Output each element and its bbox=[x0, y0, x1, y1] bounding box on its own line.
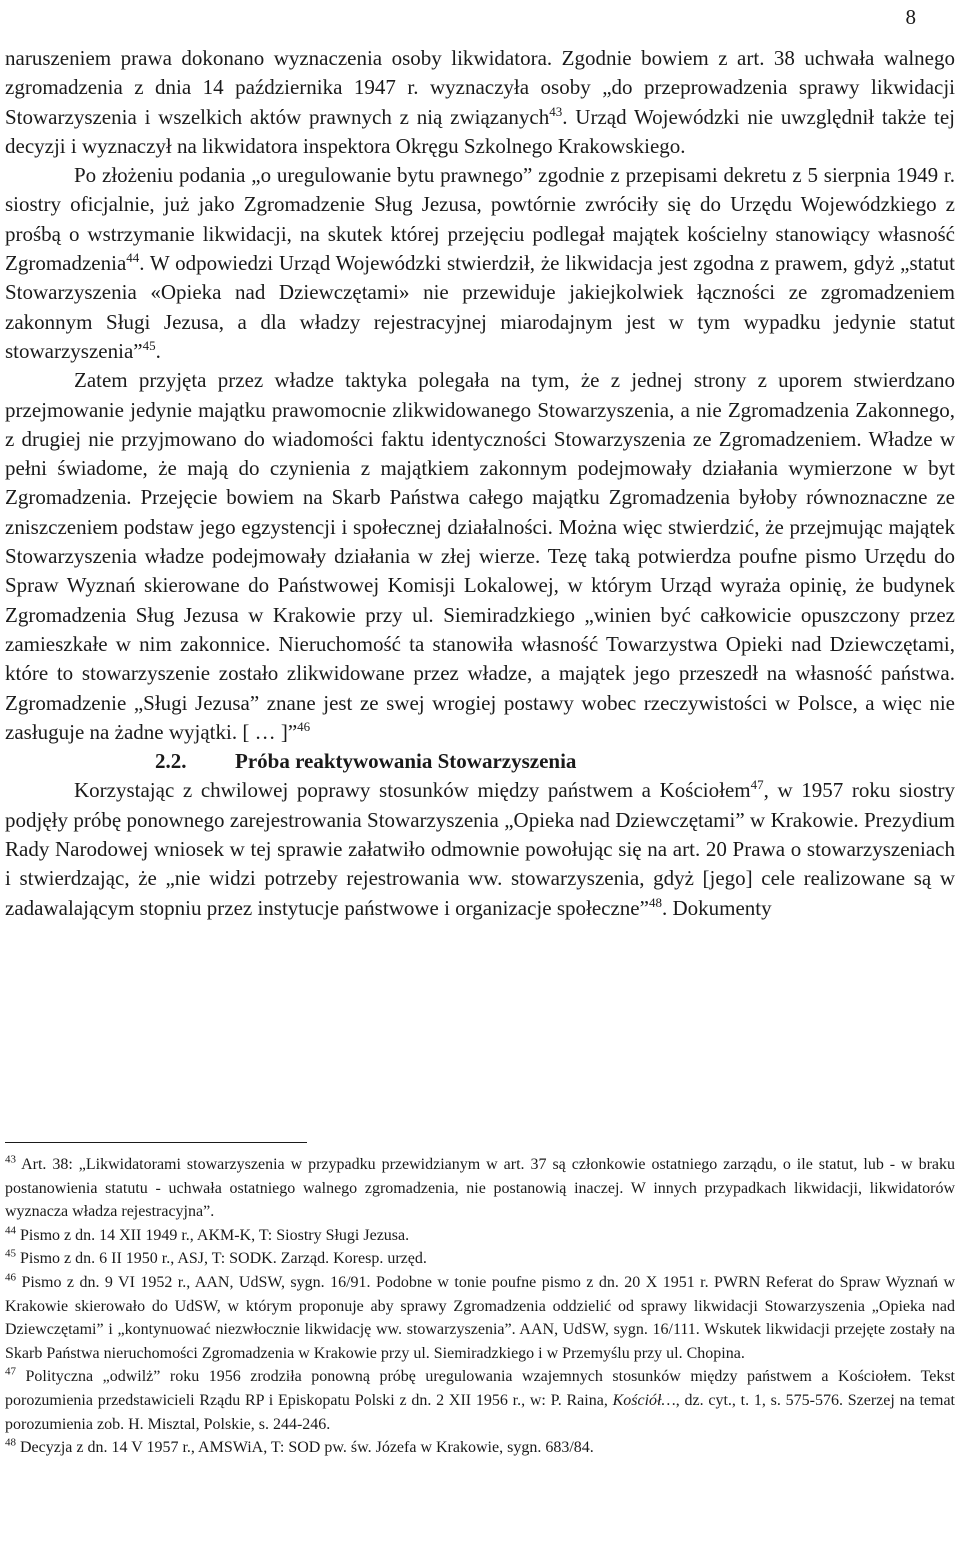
footnote-number: 46 bbox=[5, 1271, 16, 1284]
paragraph-1-tail: . Urząd Wojewódzki nie uwzględnił także tej decyzji i wyznaczył na likwidatora inspektora Okręgu Szkolnego Krakowskiego. bbox=[5, 104, 955, 158]
footnote-separator bbox=[5, 1142, 307, 1143]
paragraph-2-text-c: . bbox=[155, 338, 161, 363]
section-number: 2.2. bbox=[155, 749, 187, 774]
footnote-text: Pismo z dn. 14 XII 1949 r., AKM-K, T: Siostry Sługi Jezusa. bbox=[20, 1226, 410, 1244]
paragraph-4-text-a: Korzystając z chwilowej poprawy stosunków między państwem a Kościołem bbox=[74, 778, 751, 803]
paragraph-4 bbox=[5, 776, 955, 922]
footnote-ref-44: 44 bbox=[126, 250, 140, 266]
paragraph-3-text: Zatem przyjęta przez władze taktyka polegała na tym, że z jednej strony z uporem stwierdzano przejmowanie jedynie majątku prawomocnie zlikwidowanego Stowarzyszenia, a nie Zgromadzenia Zakonnego, z drugiej nie przyjmowano do wiadomości faktu identyczności Stowarzyszenia ze Zgromadzeniem. Władze w pełni świadome, że mają do czynienia z majątkiem zakonnym podejmowały działania wymierzone w byt Zgromadzenia. Przejęcie bowiem na Skarb Państwa całego majątku Zgromadzenia byłoby równoznaczne ze zniszczeniem podstaw jego egzystencji i społecznej działalności. Można więc stwierdzić, że przejmując majątek Stowarzyszenia władze podejmowały działania w złej wierze. Tezę taką potwierdza poufne pismo Urzędu do Spraw Wyznań skierowane do Państwowej Komisji Lokalowej, w którym Urząd wyraża opinię, że budynek Zgromadzenia Sług Jezusa w Krakowie przy ul. Siemiradzkiego „winien być całkowicie opuszczony przez zamieszkałe w nim zakonnice. Nieruchomość ta stanowiła własność Towarzystwa Opieki nad Dziewczętami, które to stowarzyszenie zostało zlikwidowane przez władze, a majątek jego przeszedł na własność państwa. Zgromadzenie „Sługi Jezusa” znane jest ze swej wrogiej postawy wobec rzeczywistości w Polsce, a więc nie zasługuje na żadne wyjątki. [ … ]” bbox=[5, 368, 955, 744]
paragraph-4-text-b: , w 1957 roku siostry podjęły próbę ponownego zarejestrowania Stowarzyszenia „Opieka nad Dziewczętami” w Krakowie. Prezydium Rady Narodowej wniosek w tej sprawie załatwiło odmownie powołując się na art. 20 Prawa o stowarzyszeniach i stwierdzając, że „nie widzi potrzeby rejestrowania ww. stowarzyszenia, gdyż [jego] cele realizowane są w zadawalającym stopniu przez instytucje państwowe i organizacje społeczne” bbox=[5, 778, 955, 920]
paragraph-3 bbox=[5, 366, 955, 747]
footnote-text: Pismo z dn. 9 VI 1952 r., AAN, UdSW, sygn. 16/91. Podobne w tonie poufne pismo z dn. 20 X 1951 r. PWRN Referat do Spraw Wyznań w Krakowie skierowało do UdSW, w którym proponuje aby sprawy Zgromadzenia oddzielić od sprawy likwidacji Stowarzyszenia „Opieka nad Dziewczętami” i „kontynuować niezwłocznie likwidację ww. stowarzyszenia”. AAN, UdSW, sygn. 16/111. Wskutek likwidacji przejęte zostały na Skarb Państwa nieruchomości Zgromadzenia w Krakowie przy ul. Siemiradzkiego i w Przemyślu przy ul. Chopina. bbox=[5, 1273, 956, 1362]
paragraph-4-text-c: . Dokumenty bbox=[661, 895, 772, 920]
footnote-text: Decyzja z dn. 14 V 1957 r., AMSWiA, T: SOD pw. św. Józefa w Krakowie, sygn. 683/84. bbox=[20, 1439, 594, 1457]
footnote-text-a: Polityczna „odwilż” roku 1956 zrodziła ponowną próbę uregulowania wzajemnych stosunków między państwem a Kościołem. Tekst porozumienia przedstawicieli Rządu RP i Episkopatu Polski z dn. 2 XII 1956 r., w: P. Raina, bbox=[5, 1368, 956, 1409]
footnote-48 bbox=[5, 1436, 955, 1460]
paragraph-1 bbox=[5, 44, 955, 161]
section-heading bbox=[5, 747, 955, 776]
footnote-text: Art. 38: „Likwidatorami stowarzyszenia w przypadku przewidzianym w art. 37 są członkowie ostatniego zarządu, o ile statut, lub - w braku postanowienia statutu - uchwała ostatniego walnego zgromadzenia, nie postanowią inaczej. W innych przypadkach likwidacji, likwidatorów wyznacza władza rejestracyjna”. bbox=[5, 1156, 955, 1221]
footnote-cited-title: Kościół… bbox=[612, 1391, 676, 1409]
paragraph-2 bbox=[5, 161, 955, 366]
footnote-ref-47: 47 bbox=[750, 777, 764, 793]
footnote-ref-46: 46 bbox=[297, 718, 311, 734]
footnote-text-b: , dz. cyt., t. 1, s. 575-576. Szerzej na temat porozumienia zob. H. Misztal, Polskie, s. 244-246. bbox=[5, 1391, 955, 1433]
footnote-44 bbox=[5, 1224, 955, 1248]
footnote-number: 48 bbox=[5, 1436, 16, 1449]
footnote-number: 44 bbox=[5, 1224, 16, 1237]
footnote-ref-48: 48 bbox=[648, 894, 662, 910]
footnote-number: 47 bbox=[5, 1366, 16, 1379]
footnotes bbox=[5, 1153, 955, 1460]
paragraph-2-text-a: Po złożeniu podania „o uregulowanie bytu prawnego” zgodnie z przepisami dekretu z 5 sierpnia 1949 r. siostry oficjalnie, już jako Zgromadzenie Sług Jezusa, powtórnie zwróciły się do Urzędu Wojewódzkiego z prośbą o wstrzymanie likwidacji, na skutek której przejęciu podlegał majątek kościelny stanowiący własność Zgromadzenia bbox=[5, 163, 955, 276]
footnote-number: 45 bbox=[5, 1248, 16, 1261]
footnote-46 bbox=[5, 1271, 955, 1365]
paragraph-2-text-b: . W odpowiedzi Urząd Wojewódzki stwierdził, że likwidacja jest zgodna z prawem, gdyż „statut Stowarzyszenia «Opieka nad Dziewczętami» nie przewiduje jakiejkolwiek łączności ze zgromadzeniem zakonnym Sługi Jezusa, a dla władzy rejestracyjnej miarodajnym jest w tym wypadku jedynie statut stowarzyszenia” bbox=[5, 251, 955, 363]
section-title: Próba reaktywowania Stowarzyszenia bbox=[235, 749, 577, 774]
footnote-47 bbox=[5, 1365, 955, 1436]
paragraph-1-text: naruszeniem prawa dokonano wyznaczenia osoby likwidatora. Zgodnie bowiem z art. 38 uchwała walnego zgromadzenia z dnia 14 października 1947 r. wyznaczyła osoby „do przeprowadzenia sprawy likwidacji Stowarzyszenia i wszelkich aktów prawnych z nią związanych bbox=[5, 46, 955, 129]
footnote-ref-43: 43 bbox=[549, 103, 563, 119]
footnote-ref-45: 45 bbox=[142, 337, 156, 353]
main-text bbox=[5, 44, 955, 923]
footnote-number: 43 bbox=[5, 1153, 16, 1166]
footnote-text: Pismo z dn. 6 II 1950 r., ASJ, T: SODK. Zarząd. Koresp. urzęd. bbox=[20, 1250, 427, 1268]
footnote-45 bbox=[5, 1247, 955, 1271]
page-number: 8 bbox=[905, 5, 916, 29]
footnote-43 bbox=[5, 1153, 955, 1224]
